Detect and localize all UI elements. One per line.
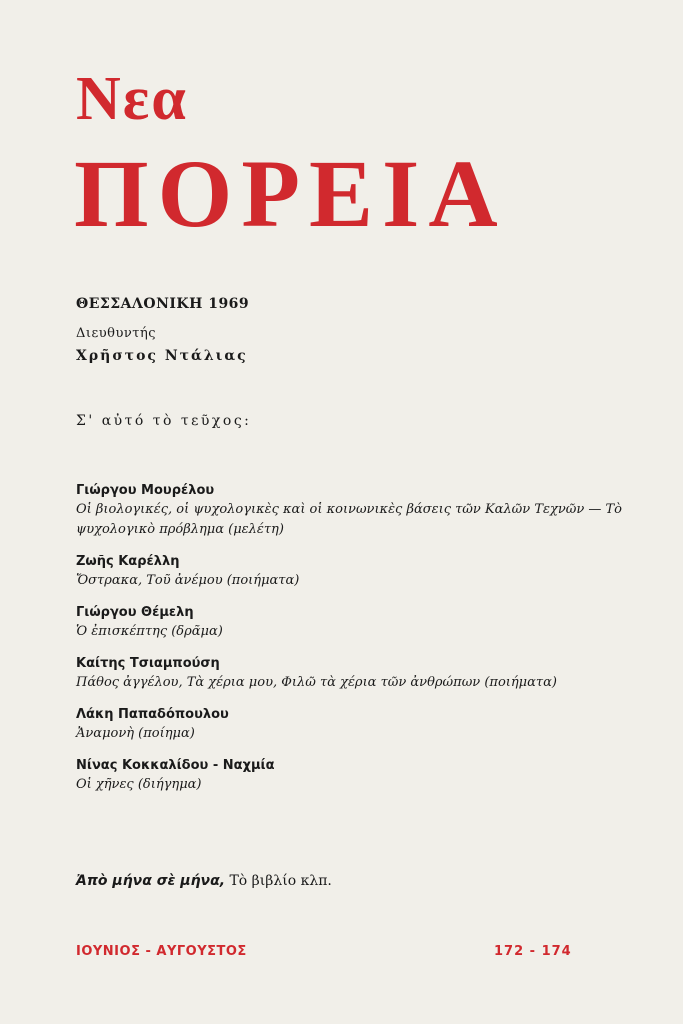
entry-work: Οἱ βιολογικές, οἱ ψυχολογικὲς καὶ οἱ κοινωνικὲς βάσεις τῶν Καλῶν Τεχνῶν — Τὸ ψυχολογικὸ πρόβλημα (μελέτη)	[76, 502, 623, 537]
contents-entry	[76, 482, 636, 540]
entry-work: Πάθος ἀγγέλου, Τὰ χέρια μου, Φιλῶ τὰ χέρια τῶν ἀνθρώπων (ποιήματα)	[76, 675, 557, 690]
footer-note	[76, 873, 332, 889]
contents-entry	[76, 655, 636, 693]
contents-entry	[76, 604, 636, 642]
contents-heading: Σ' αὐτό τὸ τεῦχος:	[76, 413, 252, 429]
contents-entry	[76, 706, 636, 744]
city-year: ΘΕΣΣΑΛΟΝΙΚΗ 1969	[76, 296, 250, 312]
entry-author: Γιώργου Θέμελη	[76, 605, 194, 620]
magazine-title-main: ΠΟΡΕΙΑ	[74, 140, 507, 247]
contents-entry	[76, 553, 636, 591]
magazine-title-prefix: Νεα	[76, 65, 188, 133]
director-label: Διευθυντής	[76, 326, 157, 341]
entry-author: Ζωῆς Καρέλλη	[76, 554, 180, 569]
entry-work: Ὄστρακα, Τοῦ ἀνέμου (ποιήματα)	[76, 573, 300, 588]
director-name: Χρῆστος Ντάλιας	[76, 348, 248, 364]
table-of-contents	[76, 482, 636, 808]
entry-author: Γιώργου Μουρέλου	[76, 483, 215, 498]
entry-author: Νίνας Κοκκαλίδου - Ναχμία	[76, 758, 275, 773]
footer-note-bold: Ἀπὸ μήνα σὲ μήνα,	[76, 873, 226, 889]
footer-note-rest: Τὸ βιβλίο κλπ.	[229, 873, 332, 889]
contents-entry	[76, 757, 636, 795]
entry-author: Καίτης Τσιαμπούση	[76, 656, 220, 671]
issue-months: ΙΟΥΝΙΟΣ - ΑΥΓΟΥΣΤΟΣ	[76, 944, 247, 959]
entry-work: Οἱ χῆνες (διήγημα)	[76, 777, 202, 792]
issue-numbers: 172 - 174	[494, 944, 572, 959]
entry-work: Ἀναμονὴ (ποίημα)	[76, 726, 195, 741]
entry-work: Ὁ ἐπισκέπτης (δρᾶμα)	[76, 624, 223, 639]
entry-author: Λάκη Παπαδόπουλου	[76, 707, 229, 722]
